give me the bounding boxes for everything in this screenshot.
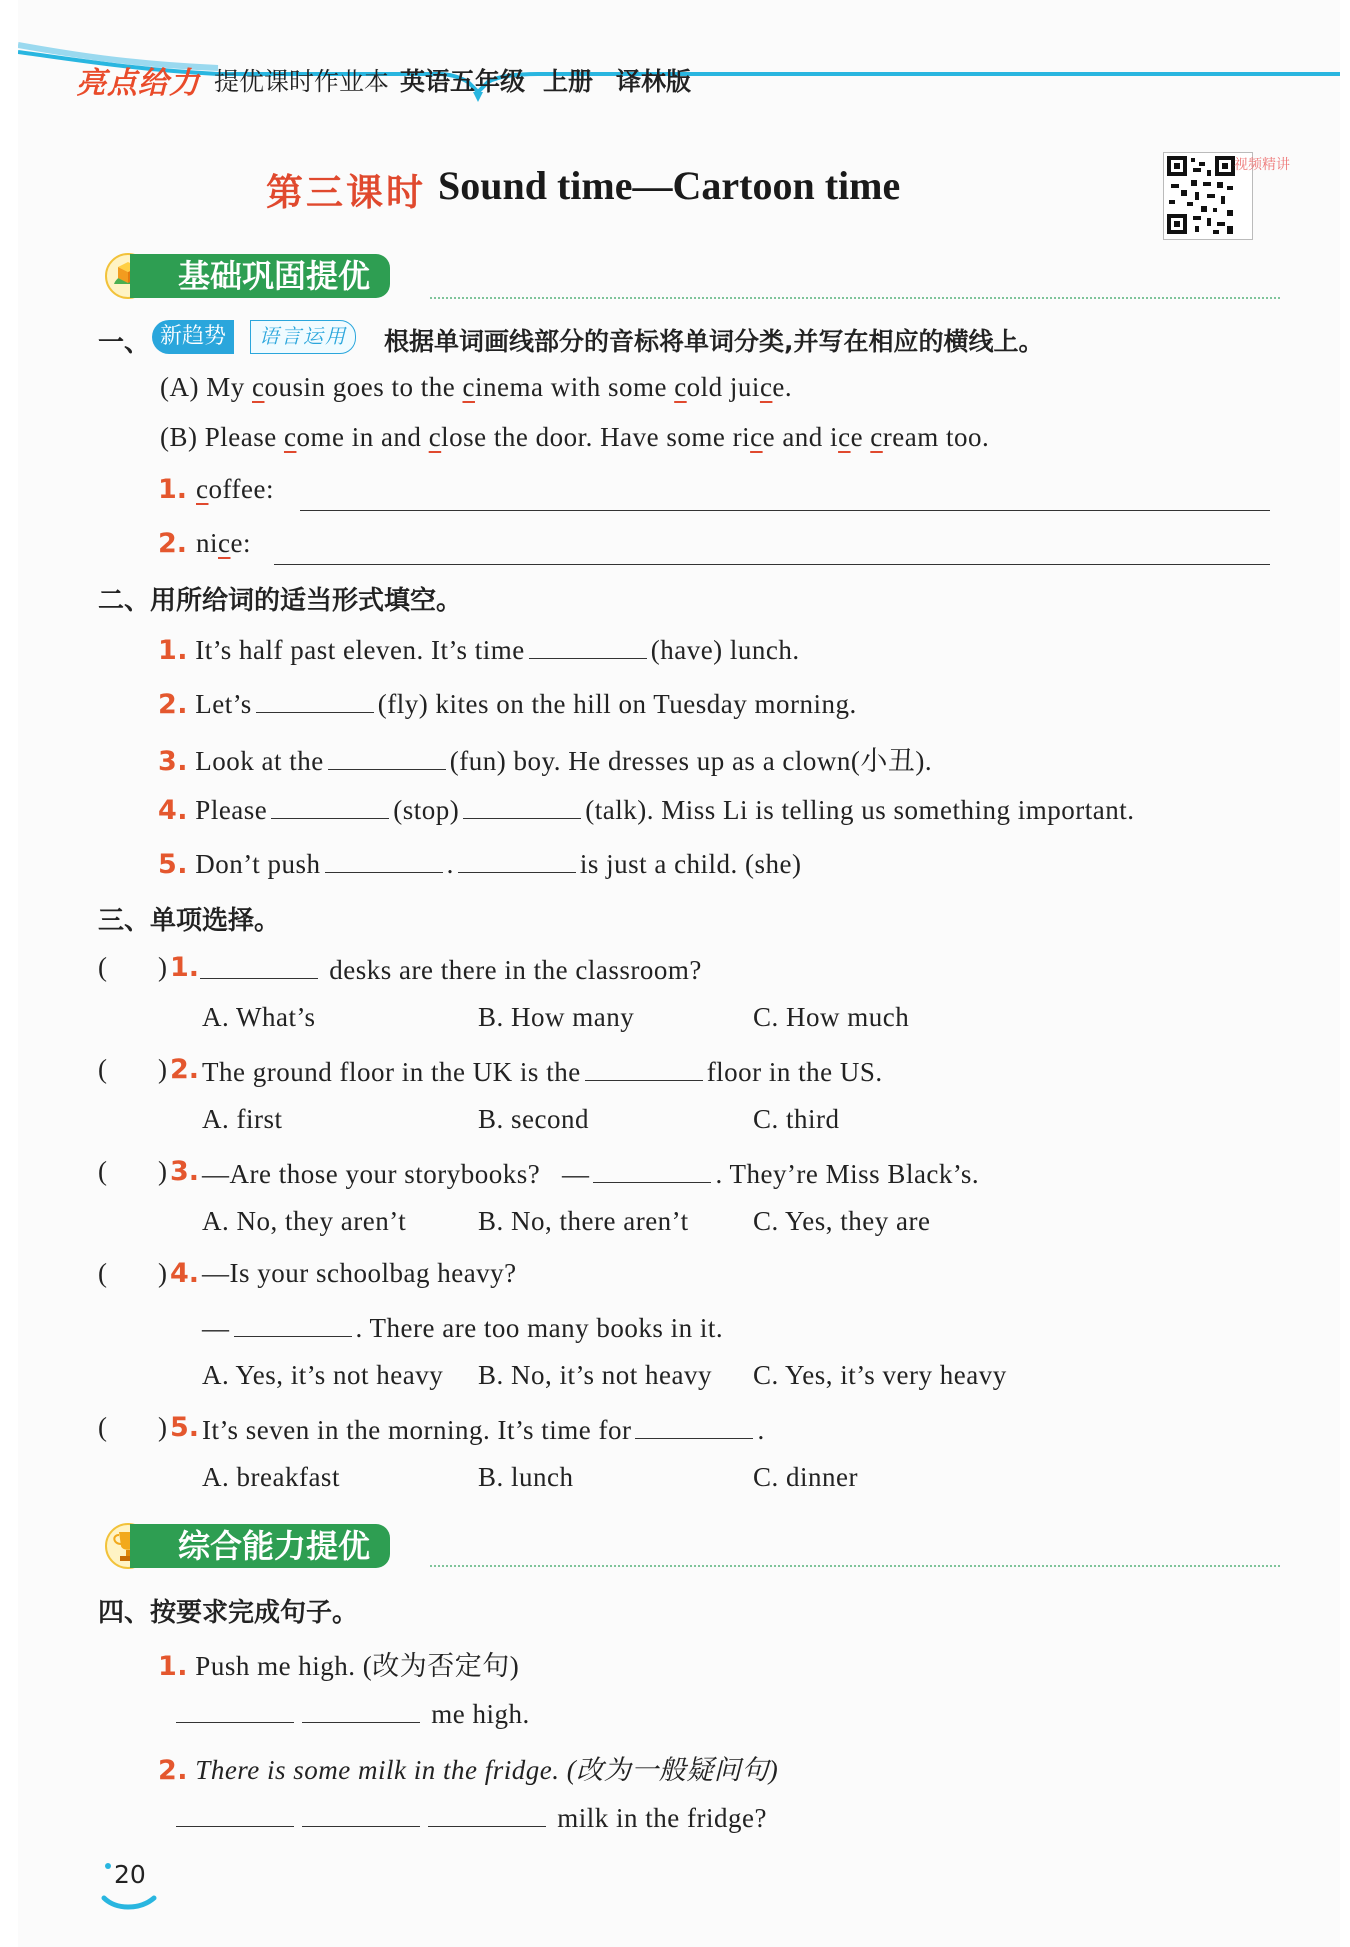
- part3-q2-number: 2.: [170, 1054, 200, 1085]
- part4-item2-blank1[interactable]: [176, 1800, 294, 1827]
- part2-item2-text-b: (fly) kites on the hill on Tuesday morning.: [377, 689, 857, 719]
- part3-q1-blank[interactable]: [200, 952, 318, 979]
- part3-q2-stem: [202, 1054, 883, 1088]
- qr-code[interactable]: [1163, 152, 1290, 240]
- part4-item1: [158, 1644, 519, 1683]
- part3-q2-option-a[interactable]: A. first: [202, 1104, 283, 1134]
- part3-q4-stem-line1: —Is your schoolbag heavy?: [202, 1258, 517, 1288]
- part3-q2-blank[interactable]: [585, 1054, 703, 1081]
- part2-item4-text-a: Please: [195, 795, 268, 825]
- part3-q2-answer-paren-open: (: [98, 1054, 108, 1084]
- part2-item2-text-a: Let’s: [195, 689, 252, 719]
- part3-q1-option-a[interactable]: A. What’s: [202, 1002, 316, 1032]
- part2-item5-blank2[interactable]: [458, 846, 576, 873]
- part2-item1-text-a: It’s half past eleven. It’s time: [195, 635, 525, 665]
- part2-item1: [158, 632, 800, 666]
- part3-q5-stem-text-a: It’s seven in the morning. It’s time for: [202, 1415, 632, 1445]
- page-number: 20: [114, 1860, 146, 1889]
- part3-q3-option-a[interactable]: A. No, they aren’t: [202, 1206, 407, 1236]
- part4-item1-answer-tail: me high.: [431, 1699, 530, 1729]
- part1-instruction: 根据单词画线部分的音标将单词分类,并写在相应的横线上。: [384, 327, 1044, 356]
- part4-item2-answer-tail: milk in the fridge?: [557, 1803, 767, 1833]
- part1-item1-number: 1.: [158, 474, 188, 505]
- lesson-chinese-title: 第三课时: [266, 173, 426, 214]
- part4-item2-sentence: There is some milk in the fridge. (改为一般疑问句): [195, 1755, 779, 1785]
- part4-heading: 四、按要求完成句子。: [98, 1598, 359, 1628]
- part3-q4-stem-text-b: . There are too many books in it.: [355, 1313, 724, 1343]
- part2-item3-blank[interactable]: [328, 743, 446, 770]
- tag-language-use: 语言运用: [250, 320, 356, 354]
- part2-item3: [158, 739, 932, 778]
- part3-q3-stem-dash: —: [561, 1159, 590, 1189]
- part3-q2-answer-paren-close: ): [158, 1054, 168, 1084]
- part3-q3-number: 3.: [170, 1156, 200, 1187]
- part3-q5-answer-paren-close: ): [158, 1412, 168, 1442]
- workbook-page: [18, 0, 1340, 1947]
- part2-item1-text-b: (have) lunch.: [650, 635, 800, 665]
- section-comprehensive-rule: [430, 1565, 1280, 1567]
- part4-item2: [158, 1748, 778, 1787]
- part4-item2-blank3[interactable]: [428, 1800, 546, 1827]
- part3-q2-stem-text-b: floor in the US.: [706, 1057, 883, 1087]
- part3-q5-number: 5.: [170, 1412, 200, 1443]
- part2-item5-text-a: Don’t push: [195, 849, 321, 879]
- lesson-english-title: Sound time—Cartoon time: [438, 163, 901, 208]
- part3-q5-stem: [202, 1412, 765, 1446]
- part2-item3-text-b: (fun) boy. He dresses up as a clown(小丑).: [449, 746, 933, 776]
- part3-q4-option-b[interactable]: B. No, it’s not heavy: [478, 1360, 712, 1390]
- part4-item1-blank1[interactable]: [176, 1696, 294, 1723]
- part2-item5-text-c: is just a child. (she): [579, 849, 802, 879]
- part4-item1-sentence: Push me high. (改为否定句): [195, 1651, 520, 1681]
- part3-q1-answer-paren-open: (: [98, 952, 108, 982]
- part3-q4-stem-line2: [202, 1310, 723, 1344]
- part3-heading: 三、单项选择。: [98, 906, 281, 936]
- part2-item5-number: 5.: [158, 849, 189, 880]
- sentence-a: (A) My cousin goes to the cinema with some cold juice.: [160, 372, 793, 402]
- part4-item2-blank2[interactable]: [302, 1800, 420, 1827]
- qr-label: 视频精讲: [1234, 157, 1290, 173]
- part2-heading: 二、用所给词的适当形式填空。: [98, 586, 463, 616]
- part3-q3-answer-paren-open: (: [98, 1156, 108, 1186]
- part3-q3-stem-text-a: —Are those your storybooks?: [202, 1159, 541, 1189]
- part2-item3-number: 3.: [158, 746, 189, 777]
- part3-q1-stem: [200, 952, 702, 986]
- section-basic-banner: 基础巩固提优: [130, 254, 390, 298]
- part3-q1-option-b[interactable]: B. How many: [478, 1002, 635, 1032]
- qr-pattern: [1167, 156, 1235, 236]
- part3-q3-answer-paren-close: ): [158, 1156, 168, 1186]
- part3-q5-option-a[interactable]: A. breakfast: [202, 1462, 340, 1492]
- part2-item2: [158, 686, 857, 720]
- part2-item2-number: 2.: [158, 689, 189, 720]
- series-name: 提优课时作业本: [214, 67, 390, 96]
- part3-q4-blank[interactable]: [234, 1310, 352, 1337]
- part2-item4-text-b: (stop): [393, 795, 460, 825]
- tag-new-trend: 新趋势: [152, 320, 234, 354]
- section-comprehensive-banner: 综合能力提优: [130, 1524, 390, 1568]
- part3-q3-option-c[interactable]: C. Yes, they are: [753, 1206, 931, 1236]
- part3-q2-option-c[interactable]: C. third: [753, 1104, 840, 1134]
- subject-grade: 英语五年级: [400, 67, 526, 96]
- part3-q2-stem-text-a: The ground floor in the UK is the: [202, 1057, 581, 1087]
- part2-item1-number: 1.: [158, 635, 189, 666]
- part3-q3-option-b[interactable]: B. No, there aren’t: [478, 1206, 689, 1236]
- part3-q5-option-c[interactable]: C. dinner: [753, 1462, 858, 1492]
- part3-q3-stem: [202, 1156, 979, 1190]
- part3-q5-stem-text-b: .: [757, 1415, 765, 1445]
- part3-q5-answer-paren-open: (: [98, 1412, 108, 1442]
- part2-item4-blank1[interactable]: [271, 792, 389, 819]
- part3-q1-answer-paren-close: ): [158, 952, 168, 982]
- part3-q5-option-b[interactable]: B. lunch: [478, 1462, 574, 1492]
- part3-q1-stem-text: desks are there in the classroom?: [329, 955, 702, 985]
- part3-q4-option-a[interactable]: A. Yes, it’s not heavy: [202, 1360, 444, 1390]
- part4-item2-answer: [176, 1800, 767, 1834]
- part1-prefix: 一、: [98, 328, 151, 358]
- part1-item2-number: 2.: [158, 528, 188, 559]
- part2-item1-blank[interactable]: [529, 632, 647, 659]
- part2-item4: [158, 792, 1135, 826]
- sentence-b: (B) Please come in and close the door. Have some rice and ice cream too.: [160, 422, 990, 452]
- part3-q2-option-b[interactable]: B. second: [478, 1104, 589, 1134]
- part3-q4-answer-paren-open: (: [98, 1258, 108, 1288]
- part3-q4-stem-dash: —: [202, 1313, 230, 1343]
- part2-item3-text-a: Look at the: [195, 746, 324, 776]
- part3-q1-number: 1.: [170, 952, 200, 983]
- part3-q1-option-c[interactable]: C. How much: [753, 1002, 910, 1032]
- part2-item5-text-b: .: [446, 849, 454, 879]
- part4-item1-number: 1.: [158, 1651, 189, 1682]
- part2-item4-blank2[interactable]: [463, 792, 581, 819]
- part3-q3-stem-text-c: . They’re Miss Black’s.: [715, 1159, 980, 1189]
- part1-item2-word: nice:: [196, 528, 251, 558]
- part4-item1-blank2[interactable]: [302, 1696, 420, 1723]
- part4-item2-number: 2.: [158, 1755, 189, 1786]
- section-basic-rule: [430, 297, 1280, 299]
- part3-q3-blank[interactable]: [593, 1156, 711, 1183]
- part3-q4-answer-paren-close: ): [158, 1258, 168, 1288]
- part1-item2-answer-line[interactable]: [274, 564, 1270, 565]
- part2-item5-blank1[interactable]: [325, 846, 443, 873]
- part3-q4-option-c[interactable]: C. Yes, it’s very heavy: [753, 1360, 1007, 1390]
- part2-item5: [158, 846, 802, 880]
- part2-item4-number: 4.: [158, 795, 189, 826]
- part1-item1-answer-line[interactable]: [300, 510, 1270, 511]
- brand-logo: 亮点给力: [76, 66, 200, 101]
- part2-item2-blank[interactable]: [256, 686, 374, 713]
- part3-q4-number: 4.: [170, 1258, 200, 1289]
- part1-item1-word: coffee:: [196, 474, 274, 504]
- part2-item4-text-c: (talk). Miss Li is telling us something important.: [585, 795, 1135, 825]
- part4-item1-answer: [176, 1696, 530, 1730]
- volume: 上册: [543, 67, 594, 96]
- part3-q5-blank[interactable]: [635, 1412, 753, 1439]
- edition: 译林版: [616, 67, 692, 96]
